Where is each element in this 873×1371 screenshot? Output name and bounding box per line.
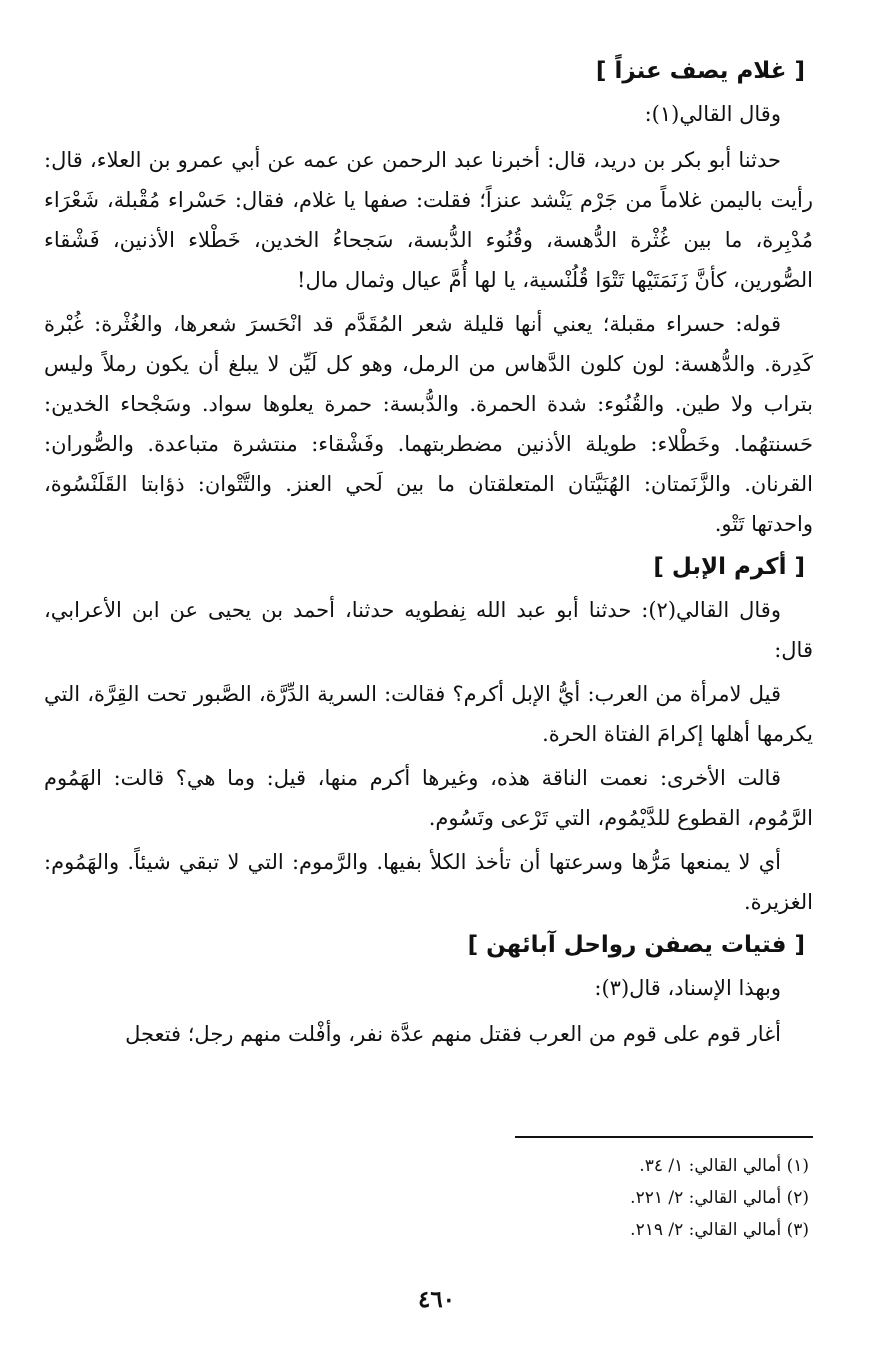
footnote: (٣) أمالي القالي: ٢/ ٢١٩. (630, 1220, 809, 1240)
body-paragraph: قوله: حسراء مقبلة؛ يعني أنها قليلة شعر المُقَدَّم قد انْحَسرَ شعرها، والغُثْرة: غُبْرة كَدِرة. والدُّهسة: لون كلون الدَّهاس من الرمل، وهو كل لَيِّن لا يبلغ أن يكون رملاً وليس بتراب ولا طين. والقُنُوء: شدة الحمرة. والدُّبسة: حمرة يعلوها سواد. وسَجْحاء الخدين: حَسنتهُما. وخَطْلاء: طويلة الأذنين مضطربتهما. وفَشْقاء: منتشرة متباعدة. والصُّوران: القرنان. والزَّنَمتان: الهُنَيَّتان المتعلقتان ما بين لَحي العنز. والتَّتْوان: ذؤابتا القَلَنْسُوة، واحدتها تَتْو. (44, 312, 813, 536)
body-paragraph: أي لا يمنعها مَرُّها وسرعتها أن تأخذ الكلأ بفيها. والرَّموم: التي لا تبقي شيئاً. والهَمُوم: الغزيرة. (44, 850, 813, 914)
page-number: ٤٦٠ (417, 1286, 456, 1313)
page-body (44, 48, 813, 1058)
footnote: (١) أمالي القالي: ١/ ٣٤. (639, 1156, 809, 1176)
body-paragraph: قالت الأخرى: نعمت الناقة هذه، وغيرها أكرم منها، قيل: وما هي؟ قالت: الهَمُوم الرَّمُوم، القطوع للدَّيْمُوم، التي تَرْعى وتَسُوم. (44, 766, 813, 830)
footnote-divider (515, 1136, 813, 1138)
section-heading: [ فتيات يصفن رواحل آبائهن ] (467, 932, 805, 958)
body-paragraph: أغار قوم على قوم من العرب فقتل منهم عدَّة نفر، وأفْلت منهم رجل؛ فتعجل (125, 1022, 781, 1046)
footnotes (630, 1150, 809, 1246)
section-heading: [ أكرم الإبل ] (653, 554, 805, 580)
body-paragraph: قيل لامرأة من العرب: أيُّ الإبل أكرم؟ فقالت: السرية الدِّرَّة، الصَّبور تحت القِرَّة، التي يكرمها أهلها إكرامَ الفتاة الحرة. (44, 682, 813, 746)
body-paragraph: وقال القالي(٢): حدثنا أبو عبد الله نِفطويه حدثنا، أحمد بن يحيى عن ابن الأعرابي، قال: (44, 598, 813, 662)
body-paragraph: حدثنا أبو بكر بن دريد، قال: أخبرنا عبد الرحمن عن عمه عن أبي عمرو بن العلاء، قال: رأيت باليمن غلاماً من جَرْم يَنْشد عنزاً؛ فقلت: صفها يا غلام، فقال: حَسْراء مُقْبلة، شَعْرَاء مُدْبِرة، ما بين غُثْرة الدُّهسة، وقُنُوء الدُّبسة، سَجحاءُ الخدين، خَطْلاء الأذنين، فَشْقاء الصُّورين، كأنَّ زَنَمَتَيْها تَتْوَا قُلُنْسية، يا لها أُمَّ عيال وثمال مال! (44, 148, 813, 292)
narrator-line: وبهذا الإسناد، قال(٣): (594, 976, 781, 1000)
narrator-line: وقال القالي(١): (644, 102, 781, 126)
section-heading: [ غلام يصف عنزاً ] (595, 58, 805, 84)
footnote: (٢) أمالي القالي: ٢/ ٢٢١. (630, 1188, 809, 1208)
